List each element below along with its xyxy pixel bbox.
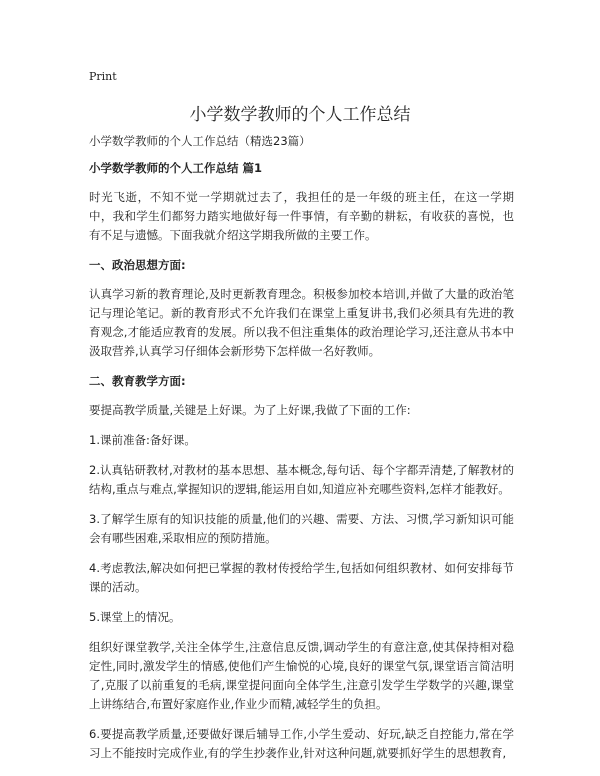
teaching-intro-paragraph: 要提高教学质量,关键是上好课。为了上好课,我做了下面的工作: bbox=[89, 403, 411, 417]
list-item-6: 6.要提高教学质量,还要做好课后辅导工作,小学生爱动、好玩,缺乏自控能力,常在学习上不能按时完成作业,有的学生抄袭作业,针对这种问题,就要抓好学生的思想教育, bbox=[89, 727, 514, 760]
section-heading-teaching: 二、教育教学方面: bbox=[89, 374, 186, 388]
classroom-paragraph: 组织好课堂教学,关注全体学生,注意信息反馈,调动学生的有意注意,使其保持相对稳定性,同时,激发学生的情感,使他们产生愉悦的心境,良好的课堂气氛,课堂语言简洁明了,克服了以前重复的毛病,课堂提问面向全体学生,注意引发学生学数学的兴趣,课堂上讲练结合,布置好家庭作业,作业少而精,减轻学生的负担。 bbox=[89, 640, 514, 711]
intro-paragraph: 时光飞逝，不知不觉一学期就过去了，我担任的是一年级的班主任，在这一学期中，我和学生们都努力踏实地做好每一件事情，有辛勤的耕耘，有收获的喜悦，也有不足与遗憾。下面我就介绍这学期我所做的主要工作。 bbox=[89, 190, 514, 242]
politics-paragraph: 认真学习新的教育理论,及时更新教育理念。积极参加校本培训,并做了大量的政治笔记与理论笔记。新的教育形式不允许我们在课堂上重复讲书,我们必须具有先进的教育观念,才能适应教育的发展。所以我不但注重集体的政治理论学习,还注意从书本中汲取营养,认真学习仔细体会新形势下怎样做一名好教师。 bbox=[89, 287, 514, 358]
article-subtitle: 小学数学教师的个人工作总结（精选23篇） bbox=[89, 134, 311, 148]
list-item-4: 4.考虑教法,解决如何把已掌握的教材传授给学生,包括如何组织教材、如何安排每节课的活动。 bbox=[89, 561, 514, 594]
list-item-1: 1.课前准备:备好课。 bbox=[89, 433, 196, 447]
list-item-3: 3.了解学生原有的知识技能的质量,他们的兴趣、需要、方法、习惯,学习新知识可能会有哪些困难,采取相应的预防措施。 bbox=[89, 512, 514, 545]
page-title: 小学数学教师的个人工作总结 bbox=[189, 105, 411, 125]
list-item-2: 2.认真钻研教材,对教材的基本思想、基本概念,每句话、每个字都弄清楚,了解教材的结构,重点与难点,掌握知识的逻辑,能运用自如,知道应补充哪些资料,怎样才能教好。 bbox=[89, 463, 514, 496]
article-body bbox=[89, 132, 514, 774]
list-item-5: 5.课堂上的情况。 bbox=[89, 610, 181, 624]
article-heading: 小学数学教师的个人工作总结 篇1 bbox=[89, 161, 263, 175]
section-heading-politics: 一、政治思想方面: bbox=[89, 258, 186, 272]
print-link[interactable]: Print bbox=[89, 70, 117, 83]
